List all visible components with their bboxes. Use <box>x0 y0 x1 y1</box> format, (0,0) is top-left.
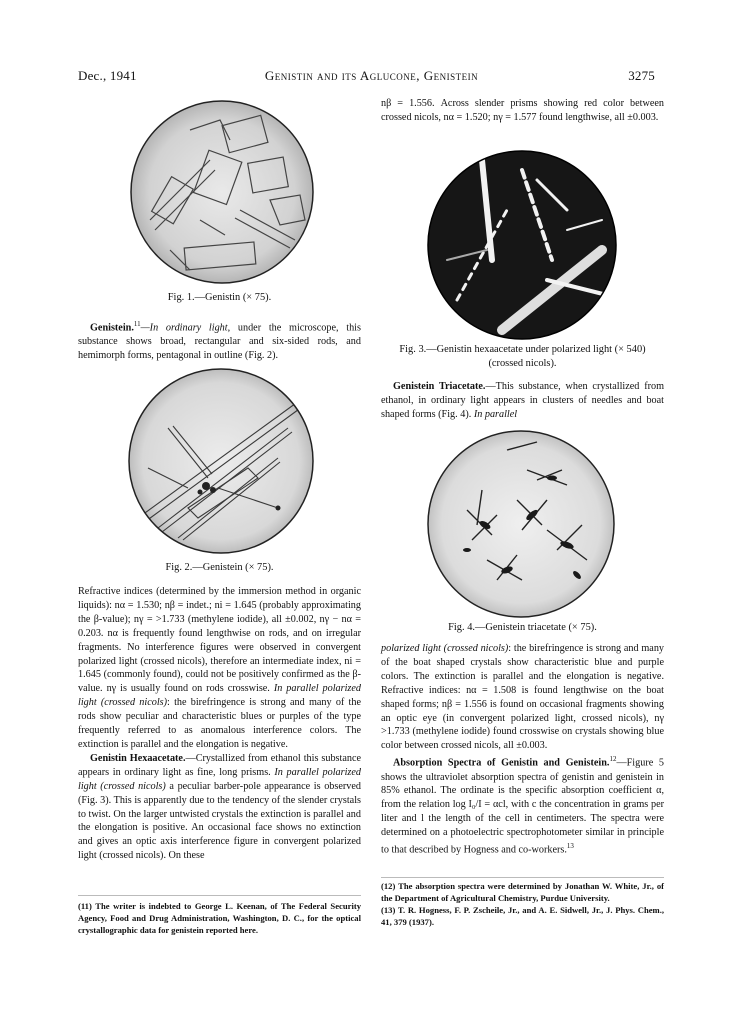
fig2-caption: Fig. 2.—Genistein (× 75). <box>165 562 274 573</box>
fig3-caption: Fig. 3.—Genistin hexaacetate under polarized light (× 540) (crossed nicols). <box>399 344 646 369</box>
fig1-micrograph <box>130 100 314 284</box>
fig3-micrograph <box>427 150 617 340</box>
header-title: Genistin and its Aglucone, Genistein <box>264 68 479 83</box>
genistein-heading: Genistein. <box>90 322 134 334</box>
footnote-12: (12) The absorption spectra were determined by Jonathan W. White, Jr., of the Department of Agricultural Chemistry, Purdue University. <box>381 881 664 903</box>
absorption-heading: Absorption Spectra of Genistin and Genistein. <box>393 757 610 769</box>
footnote-rule <box>78 895 361 896</box>
fig1-caption: Fig. 1.—Genistin (× 75). <box>167 292 272 303</box>
refractive-indices-paragraph: Refractive indices (determined by the immersion method in organic liquids): nα = 1.530; nβ = indet.; ni = 1.645 (probably approximating the β-value); nγ = >1.733 (methylene iodide), all ±0.002, nγ − nα = 0.203. nα is frequently found lengthwise on rods, and on irregular fragments. No interference figures were observed in convergent polarized light (crossed nicols), therefore an intermediate index, ni = 1.645 (commonly found), could not be positively confirmed as the β-value. nγ is usually found on rods crosswise. In parallel polarized light (crossed nicols): the birefringence is strong and many of the rods show peculiar and characteristic blues or purples of the type frequently referred to as anomalous interference colors. The extinction is parallel and the elongation is negative. Genistin Hexaacetate.—Crystallized from ethanol this substance appears in ordinary light as fine, long prisms. In parallel polarized light (crossed nicols) a peculiar barber-pole appearance is observed (Fig. 3). This is apparently due to the tendency of the slender crystals to twist. On the larger untwisted crystals the extinction is parallel and the elongation is positive. An occasional face shows no extinction and gives an optic axis interference figure in convergent polarized light (crossed nicols). On these <box>78 586 362 862</box>
genistein-paragraph: Genistein.$^{11}$—In ordinary light, under the microscope, this substance shows broad, rectangular and six-sided rods, and hemimorph forms, pentagonal in outline (Fig. 2). <box>78 320 361 362</box>
triacetate-paragraph: Genistein Triacetate.—This substance, when crystallized from ethanol, in ordinary light appears in clusters of needles and boat shaped forms (Fig. 4). In parallel <box>381 381 664 420</box>
polarized-paragraph: polarized light (crossed nicols): the birefringence is strong and many of the boat shaped crystals show characteristic blue and purple colors. The extinction is parallel and the elongation is negative. Refractive indices: nα = 1.508 is found lengthwise on the boat shaped forms; nβ = 1.556 is found on occasional fragments showing an optic eye (in convergent polarized light, crossed nicols), nγ >1.733 (methylene iodide) found crosswise on crystals showing blue color between crossed nicols, all ±0.003. Absorption Spectra of Genistin and Genistein.$^{12}$—Figure 5 shows the ultraviolet absorption spectra of genistin and genistein in 85% ethanol. The ordinate is the specific absorption coefficient α, from the relation log I₀/I = αcl, with c the concentration in grams per liter and l the length of the cell in centimeters. The spectra were determined on a photoelectric spectrophotometer similar in principle to that described by Hogness and co-workers.$^{13}$ <box>381 643 665 856</box>
fig4-caption: Fig. 4.—Genistein triacetate (× 75). <box>448 622 597 633</box>
triacetate-heading: Genistein Triacetate. <box>393 381 486 392</box>
footnotes-right <box>381 880 664 928</box>
hexaacetate-heading: Genistin Hexaacetate. <box>90 752 186 764</box>
fig4-micrograph <box>427 430 615 618</box>
footnote-11: (11) The writer is indebted to George L. Keenan, of The Federal Security Agency, Food and Drug Administration, Washington, D. C., for the optical crystallographic data for genistein reported here. <box>78 901 361 935</box>
header-page-number: 3275 <box>628 68 655 83</box>
fig2-micrograph <box>128 368 314 554</box>
header-date: Dec., 1941 <box>78 68 137 83</box>
footnote-13: (13) T. R. Hogness, F. P. Zscheile, Jr., and A. E. Sidwell, Jr., J. Phys. Chem., 41, 379 (1937). <box>381 905 664 927</box>
right-top-paragraph: nβ = 1.556. Across slender prisms showing red color between crossed nicols, nα = 1.520; nγ = 1.577 found lengthwise, all ±0.003. <box>381 98 664 123</box>
footnote-rule-right <box>381 877 664 878</box>
